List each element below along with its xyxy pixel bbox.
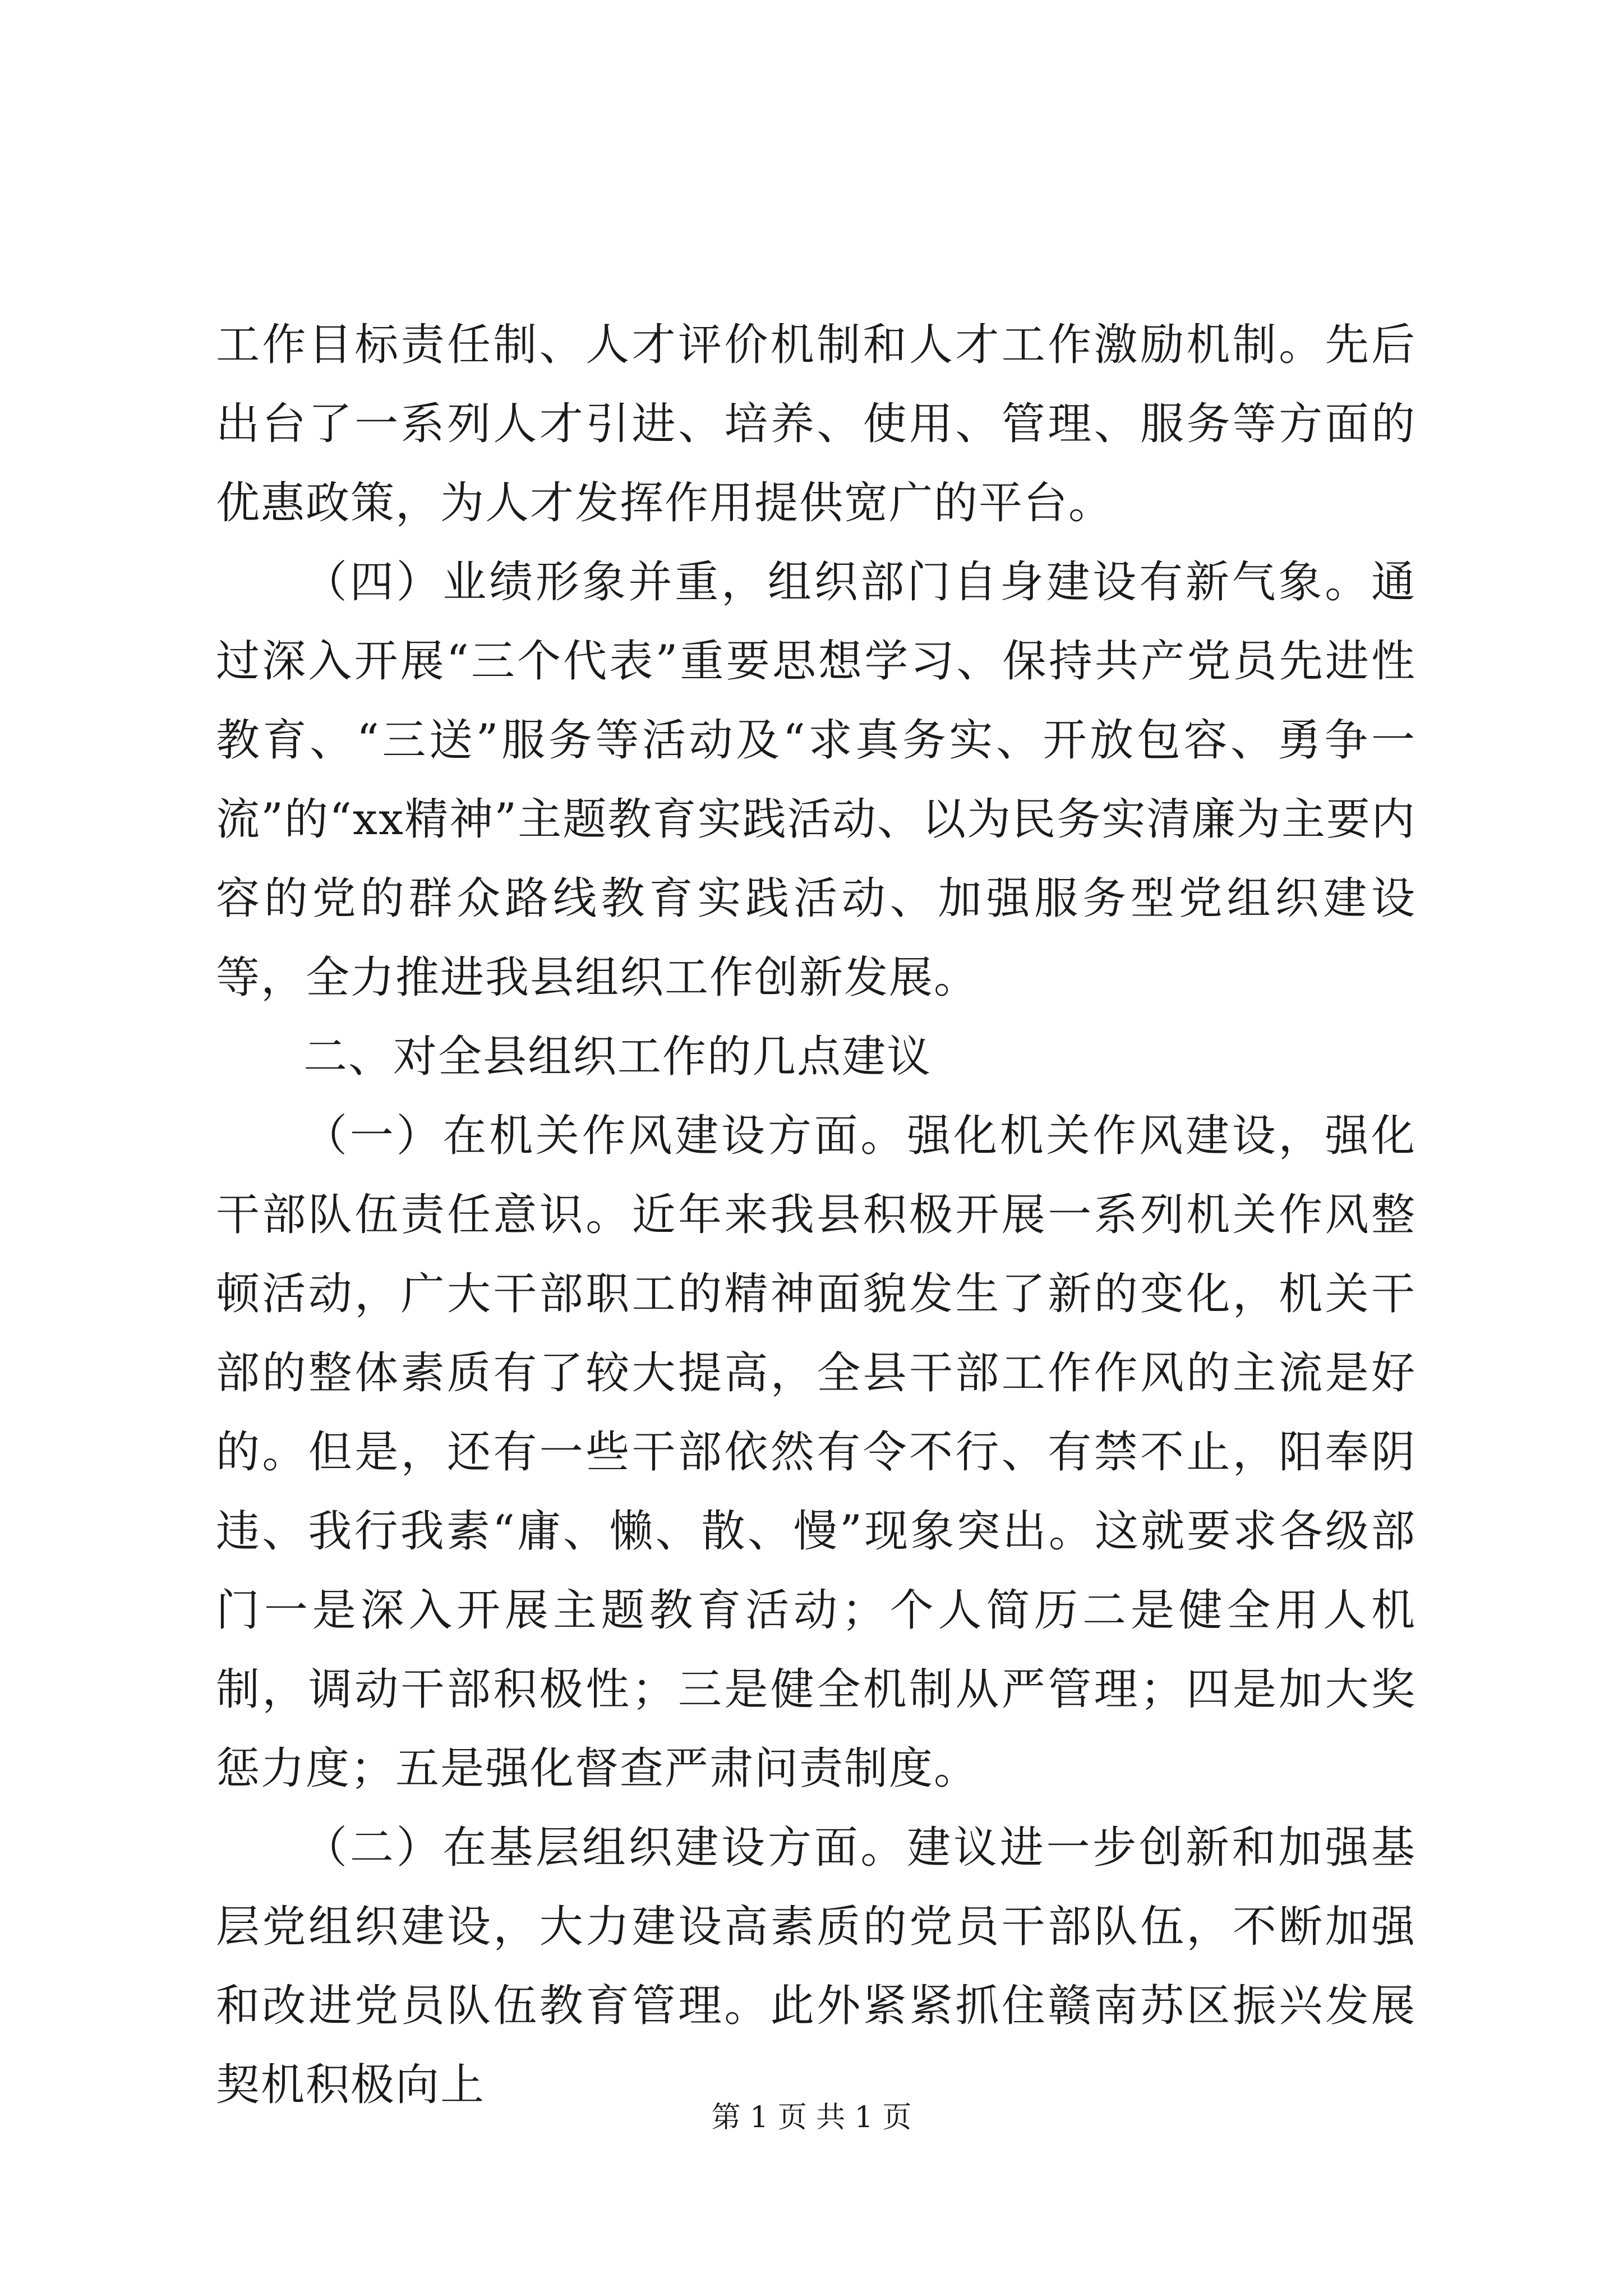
paragraph-work-style: （一）在机关作风建设方面。强化机关作风建设，强化干部队伍责任意识。近年来我县积极开展一系列机关作风整顿活动，广大干部职工的精神面貌发生了新的变化，机关干部的整体素质有了较大提高，全县干部工作作风的主流是好的。但是，还有一些干部依然有令不行、有禁不止，阳奉阴违、我行我素“庸、懒、散、慢”现象突出。这就要求各级部门一是深入开展主题教育活动；个人简历二是健全用人机制，调动干部积极性；三是健全机制从严管理；四是加大奖惩力度；五是强化督查严肃问责制度。 [216, 1111, 1416, 1794]
page-footer: 第 1 页 共 1 页 [711, 2101, 912, 2134]
heading-suggestions: 二、对全县组织工作的几点建议 [303, 1032, 932, 1082]
paragraph-grassroots: （二）在基层组织建设方面。建议进一步创新和加强基层党组织建设，大力建设高素质的党员干部队伍，不断加强和改进党员队伍教育管理。此外紧紧抓住赣南苏区振兴发展契机积极向上 [216, 1823, 1416, 2110]
document-body [216, 306, 1416, 2125]
paragraph-section-four: （四）业绩形象并重，组织部门自身建设有新气象。通过深入开展“三个代表”重要思想学习、保持共产党员先进性教育、“三送”服务等活动及“求真务实、开放包容、勇争一流”的“xx精神”主题教育实践活动、以为民务实清廉为主要内容的党的群众路线教育实践活动、加强服务型党组织建设等，全力推进我县组织工作创新发展。 [216, 557, 1416, 1003]
paragraph-talent-policy: 工作目标责任制、人才评价机制和人才工作激励机制。先后出台了一系列人才引进、培养、使用、管理、服务等方面的优惠政策，为人才发挥作用提供宽广的平台。 [216, 320, 1416, 528]
